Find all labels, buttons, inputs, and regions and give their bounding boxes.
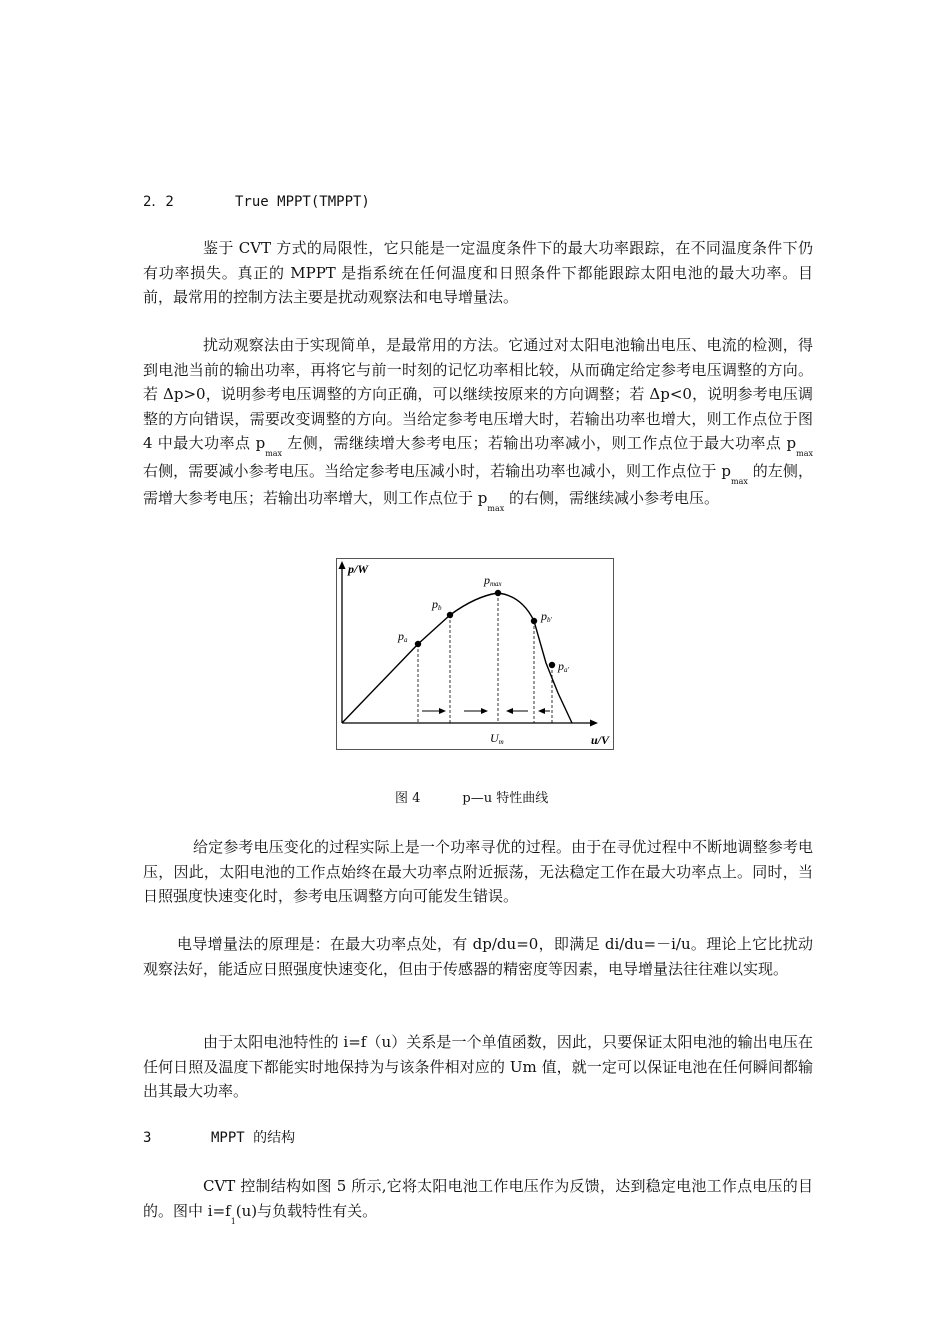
section-number: 3 [143,1130,152,1146]
label-pb: pb [432,597,442,612]
paragraph-single-valued: 由于太阳电池特性的 i=f（u）关系是一个单值函数，因此，只要保证太阳电池的输出电压在任何日照及温度下都能实时地保持为与该条件相对应的 Um 值，就一定可以保证电池在任何瞬间都输出其最大功率。 [143,1033,813,1100]
figure-pu-curve [336,558,614,750]
point-pmax [495,590,501,596]
paragraph-cvt-limit: 鉴于 CVT 方式的局限性，它只能是一定温度条件下的最大功率跟踪，在不同温度条件下仍有功率损失。真正的 MPPT 是指系统在任何温度和日照条件下都能跟踪太阳电池的最大功率。目前，最常用的控制方法主要是扰动观察法和电导增量法。 [143,239,813,306]
section-number: 2．2 [143,194,174,210]
caption-text: p—u 特性曲线 [462,791,549,806]
label-um: Um [490,731,504,746]
figure-caption [395,787,548,806]
p2-text-4: 的左侧，需增大参考电压；若输出功率增大，则工作点位于 p [143,461,813,507]
paragraph-power-search: 给定参考电压变化的过程实际上是一个功率寻优的过程。由于在寻优过程中不断地调整参考电压，因此，太阳电池的工作点始终在最大功率点附近振荡，无法稳定工作在最大功率点上。同时，当日照强度快速变化时，参考电压调整方向可能发生错误。 [143,838,813,905]
pmax-subscript: max [730,476,748,486]
pmax-subscript: max [796,449,813,458]
pmax-subscript: max [265,449,283,458]
y-axis-label: p/W [348,562,369,576]
figure-frame [337,559,614,750]
label-pmax: pmax [484,573,502,588]
pu-curve-svg [336,558,614,750]
label-pa2: pa' [558,659,569,674]
paragraph-incremental-conductance: 电导增量法的原理是：在最大功率点处，有 dp/du=0，即满足 di/du=－i/u。理论上它比扰动观察法好，能适应日照强度快速变化，但由于传感器的精密度等因素，电导增量法往往难以实现。 [143,935,813,978]
point-pa2 [549,662,555,668]
paragraph-perturb-observe [143,333,813,514]
p6-text-1: CVT 控制结构如图 5 所示,它将太阳电池工作电压作为反馈，达到稳定电池工作点电压的目的。图中 i=f [143,1177,813,1220]
section-heading-3 [143,1128,813,1148]
point-pb2 [531,618,537,624]
section-heading-2-2 [143,192,813,212]
caption-number: 图 4 [395,791,421,806]
p2-text-5: 的右侧，需继续减小参考电压。 [504,489,720,507]
point-pa [415,641,421,647]
p2-text-2: 左侧，需继续增大参考电压；若输出功率减小，则工作点位于最大功率点 p [282,434,797,452]
label-pa: pa [398,629,408,644]
pmax-subscript: max [487,504,505,513]
section-title: True MPPT(TMPPT) [235,194,370,210]
paragraph-cvt-structure [143,1174,813,1226]
point-pb [447,612,453,618]
p2-text-3: 右侧，需要减小参考电压。当给定参考电压减小时，若输出功率也减小，则工作点位于 p [143,461,731,480]
f1-subscript: 1 [230,1216,236,1226]
x-axis-label: u/V [591,733,610,747]
p6-text-2: (u)与负载特性有关。 [235,1201,378,1220]
section-title: MPPT 的结构 [211,1130,296,1146]
label-pb2: pb' [541,609,552,624]
p2-text-1: 扰动观察法由于实现简单，是最常用的方法。它通过对太阳电池输出电压、电流的检测，得到电池当前的输出功率，再将它与前一时刻的记忆功率相比较，从而确定给定参考电压调整的方向。若 Δp>0，说明参考电压调整的方向正确，可以继续按原来的方向调整；若 Δp<0，说明参考电压调整的方向错误，需要改变调整的方向。当给定参考电压增大时，若输出功率也增大，则工作点位于图 4 中最大功率点 p [143,336,813,452]
